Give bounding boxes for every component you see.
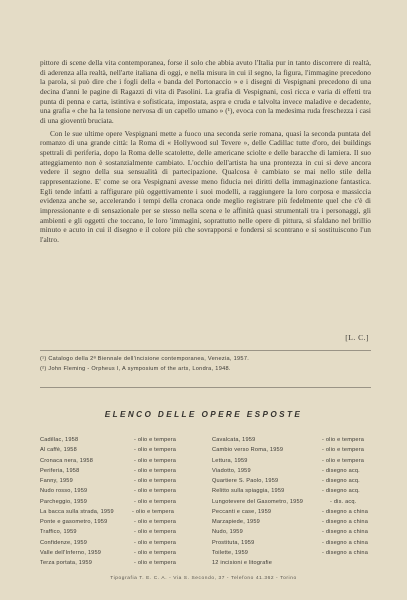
work-medium: - olio e tempera bbox=[134, 457, 177, 464]
work-item bbox=[40, 527, 190, 537]
work-medium: - disegno a china bbox=[322, 549, 369, 556]
works-list-right bbox=[212, 435, 372, 568]
work-medium: - disegno a china bbox=[322, 508, 369, 515]
work-item bbox=[40, 476, 190, 486]
work-medium: - olio e tempera bbox=[134, 539, 177, 546]
work-title: Nudo rosso, 1959 bbox=[40, 488, 88, 495]
article-text bbox=[40, 58, 371, 244]
work-item bbox=[212, 527, 372, 537]
work-item bbox=[212, 548, 372, 558]
work-title: Confidenze, 1959 bbox=[40, 539, 88, 546]
work-medium: - disegno a china bbox=[322, 519, 369, 525]
work-title: Viadotto, 1959 bbox=[212, 467, 251, 474]
work-title: Toilette, 1959 bbox=[212, 549, 249, 556]
footnote-rule-top bbox=[40, 350, 371, 351]
work-item bbox=[212, 517, 372, 527]
work-title: Cronaca nera, 1958 bbox=[40, 457, 94, 464]
work-medium: - disegno acq. bbox=[322, 467, 360, 474]
article-paragraph-2: Con le sue ultime opere Vespignani mette a fuoco una seconda serie romana, quasi la seconda puntata del romanzo di una grande città: la Roma di « Hollywood sul Tevere », delle Cadillac tutte d'oro, dei buildings spettrali di periferia, dopo la Roma delle scatolette, delle americane sciolte e delle baracche di lamiera. Il suo atteggiamento non è sostanzialmente cambiato. L'occhio dell'artista ha una prontezza in cui si deve ancora vedere il segno della sua sensualità di partecipazione. Qualcosa è cambiato se mai nello stile della rappresentazione. E' come se ora Vespignani avesse meno fiducia nei diritti della immaginazione fantastica. Egli tende infatti a raffigurare più oggettivamente i suoi modelli, a raggiungere la loro corposa e massiccia evidenza anche se, accelerando i tempi della cronaca onde meglio registrare più fedelmente quel che c'è di impressionante e di sensazionale per se stesso nella scena e le affinità quasi strumentali tra i personaggi, gli ambienti e gli oggetti che toccano, le loro 'immagini, soprattutto nelle opere di pittura, si sfaldano nel brillio minuto e acuto in cui il disegno e il colore più che sovrapporsi e fondersi si scontrano e si sostituiscono l'un l'altro. bbox=[40, 128, 371, 244]
work-title: La bacca sulla strada, 1959 bbox=[40, 508, 114, 515]
work-title: Parcheggio, 1959 bbox=[40, 498, 88, 505]
work-medium: - olio e tempera bbox=[134, 447, 177, 454]
work-title: Cambio verso Roma, 1959 bbox=[212, 447, 284, 454]
work-title: 12 incisioni e litografie bbox=[212, 560, 273, 566]
article-paragraph-1: pittore di scene della vita contemporanea, forse il solo che abbia avuto l'Italia pur in tanto discorrere di realtà, di aderenza alla realtà, nell'arte italiana di oggi, e nella misura in cui il segno, la figura, l'immagine precedono la parola, si può dire che i fogli della « banda del Portonaccio » e i disegni di Vespignani precedono di una decina d'anni le pagine di Ragazzi di vita di Pasolini. La grafia di Vespignani, così ricca e varia di effetti tra punta di penna e carta, istintiva e sofisticata, impostata, aspra e cruda e talvolta invece maladive e decadente, una grafia « che ha la tensione nervosa di un capello umano » (¹), evoca con la medesima ruda freschezza i casi di una gioventù bruciata. bbox=[40, 58, 371, 125]
work-medium: - olio e tempera bbox=[322, 457, 365, 464]
work-item bbox=[40, 538, 190, 548]
work-medium: - olio e tempera bbox=[134, 560, 177, 566]
work-item bbox=[212, 466, 372, 476]
work-medium: - dis. acq. bbox=[330, 498, 357, 505]
work-item bbox=[40, 486, 190, 496]
work-medium: - disegno acq. bbox=[322, 478, 360, 484]
work-item bbox=[212, 435, 372, 445]
printer-colophon: Tipografia T. E. C. A. - Via S. Secondo, 37 - Telefono 41.362 - Torino bbox=[110, 576, 297, 581]
work-title: Prostituta, 1959 bbox=[212, 539, 255, 546]
work-title: Marzapiede, 1959 bbox=[212, 519, 260, 525]
work-medium: - olio e tempera bbox=[134, 529, 177, 536]
works-list-left bbox=[40, 435, 190, 568]
work-title: Ponte e gasometro, 1959 bbox=[40, 519, 108, 525]
work-title: Quartiere S. Paolo, 1959 bbox=[212, 478, 279, 484]
work-item bbox=[212, 476, 372, 486]
work-title: Lettura, 1959 bbox=[212, 457, 248, 464]
work-medium: - olio e tempera bbox=[134, 488, 177, 495]
work-item bbox=[212, 497, 372, 507]
work-title: Valle dell'Inferno, 1959 bbox=[40, 549, 102, 556]
work-medium: - olio e tempera bbox=[134, 549, 177, 556]
work-item bbox=[212, 538, 372, 548]
work-item bbox=[40, 445, 190, 455]
work-item bbox=[40, 466, 190, 476]
work-item bbox=[40, 517, 190, 527]
author-signature: [L. C.] bbox=[345, 333, 369, 342]
work-item bbox=[40, 497, 190, 507]
work-title: Cavalcata, 1959 bbox=[212, 437, 256, 443]
work-medium: - disegno acq. bbox=[322, 488, 360, 495]
work-item bbox=[212, 445, 372, 455]
work-medium: - olio e tempera bbox=[134, 498, 177, 505]
work-title: Peccanti e case, 1959 bbox=[212, 508, 272, 515]
work-medium: - olio e tempera bbox=[134, 478, 177, 484]
work-medium: - olio e tempera bbox=[134, 467, 177, 474]
work-item bbox=[212, 456, 372, 466]
work-medium: - olio e tempera bbox=[322, 437, 365, 443]
work-title: Cadillac, 1958 bbox=[40, 437, 79, 443]
work-medium: - olio e tempera bbox=[134, 519, 177, 525]
footnote-rule-bottom bbox=[40, 387, 371, 388]
footnotes bbox=[40, 355, 371, 374]
work-title: Relitto sulla spiaggia, 1959 bbox=[212, 488, 285, 495]
work-item bbox=[40, 558, 190, 568]
footnote-2: (²) John Fleming - Orpheus I, A symposium of the arts, Londra, 1948. bbox=[40, 365, 231, 372]
work-title: Lungotevere del Gasometro, 1959 bbox=[212, 498, 304, 505]
work-medium: - disegno a china bbox=[322, 529, 369, 536]
work-item bbox=[212, 507, 372, 517]
work-title: Terza portata, 1959 bbox=[40, 560, 92, 566]
work-title: Nudo, 1959 bbox=[212, 529, 243, 536]
work-title: Al caffè, 1958 bbox=[40, 447, 77, 454]
work-title: Periferia, 1958 bbox=[40, 467, 80, 474]
work-title: Fanny, 1959 bbox=[40, 478, 73, 484]
work-item bbox=[40, 456, 190, 466]
works-list-title: ELENCO DELLE OPERE ESPOSTE bbox=[104, 410, 303, 419]
work-item bbox=[40, 435, 190, 445]
work-medium: - disegno a china bbox=[322, 539, 369, 546]
work-medium: - olio e tempera bbox=[134, 437, 177, 443]
work-medium: - olio e tempera bbox=[322, 447, 365, 454]
work-item bbox=[40, 507, 190, 517]
work-item bbox=[212, 486, 372, 496]
work-title: Traffico, 1959 bbox=[40, 529, 77, 536]
work-item bbox=[40, 548, 190, 558]
footnote-1: (¹) Catalogo della 2ª Biennale dell'incisione contemporanea, Venezia, 1957. bbox=[40, 356, 250, 362]
work-item bbox=[212, 558, 372, 568]
work-medium: - olio e tempera bbox=[132, 508, 175, 515]
